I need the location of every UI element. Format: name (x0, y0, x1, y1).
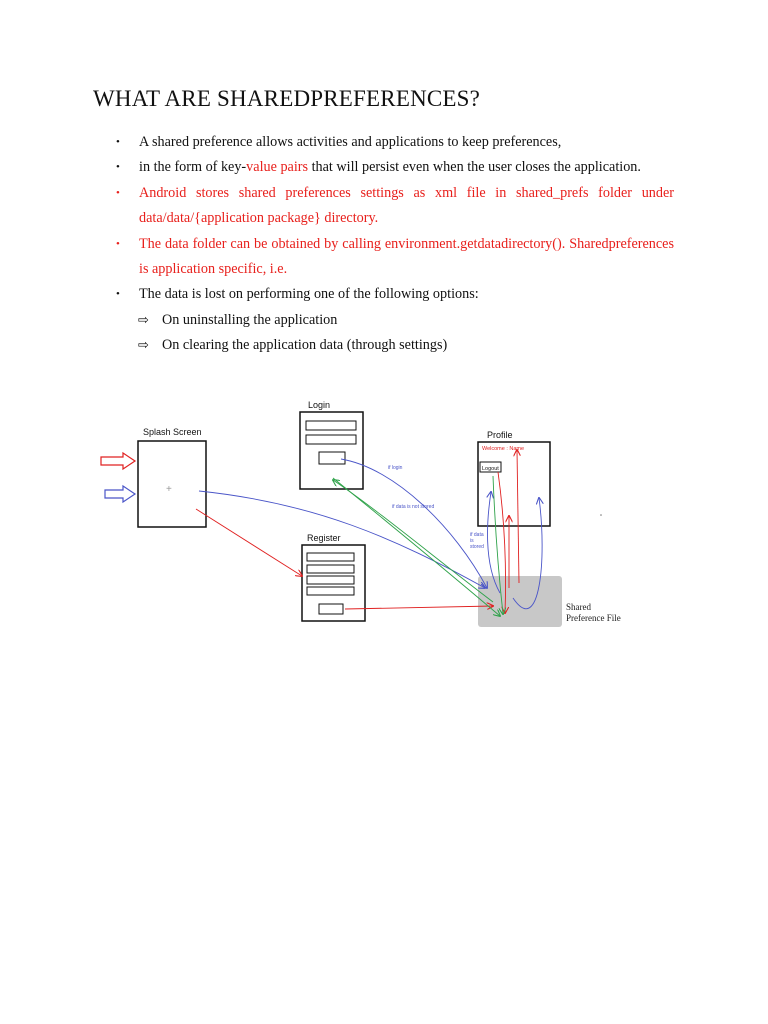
shared-preferences-diagram (95, 388, 645, 663)
register-field (307, 587, 354, 595)
bullet-marker: • (116, 186, 120, 199)
bullet-text: The data is lost on performing one of the following options: (139, 286, 479, 303)
bullet-marker: • (116, 161, 120, 174)
register-field (307, 576, 354, 584)
bullet-item-1 (116, 130, 674, 155)
red-arrow-splash-to-register (196, 509, 302, 576)
login-button (319, 452, 345, 464)
sub-item-2 (138, 333, 662, 358)
arrow-icon: ⇨ (138, 338, 149, 354)
shared-preference-label: Shared (566, 602, 591, 612)
bullet-list (0, 130, 768, 359)
if-stored-label: is (470, 538, 474, 544)
shared-preference-file-box (478, 576, 562, 627)
bullet-marker: • (116, 136, 120, 148)
bullet-marker: • (116, 237, 120, 250)
if-stored-label: stored (470, 544, 484, 550)
register-button (319, 604, 343, 614)
bullet-text-part: that will persist even when the user closes the application. (308, 159, 641, 176)
logout-label: Logout (482, 466, 499, 472)
bullet-item-5 (116, 282, 674, 307)
blue-entry-arrow (105, 486, 135, 502)
arrow-icon: ⇨ (138, 312, 149, 328)
bullet-text: Android stores shared preferences settings as xml file in shared_prefs folder under data/data/{application package} directory. (139, 184, 674, 227)
if-login-label: if login (388, 465, 403, 471)
bullet-item-2 (116, 155, 674, 180)
if-not-stored-label: if data is not stored (392, 504, 435, 510)
login-field (306, 435, 356, 444)
splash-screen-label: Splash Screen (143, 427, 202, 437)
login-label: Login (308, 400, 331, 410)
register-field (307, 565, 354, 573)
sub-item-1 (138, 308, 662, 333)
shared-preference-label: Preference File (566, 613, 621, 623)
sub-item-text: On uninstalling the application (162, 311, 338, 328)
sub-item-text: On clearing the application data (through settings) (162, 337, 448, 354)
plus-mark: + (166, 484, 172, 495)
splash-screen-box (138, 441, 206, 527)
red-entry-arrow (101, 453, 135, 469)
bullet-item-3 (116, 181, 674, 232)
register-label: Register (307, 533, 341, 543)
bullet-text: A shared preference allows activities and applications to keep preferences, (139, 134, 562, 150)
bullet-marker: • (116, 288, 120, 301)
if-stored-label: if data (470, 532, 484, 538)
bullet-text-part: in the form of key- (139, 159, 247, 176)
bullet-text: The data folder can be obtained by calling environment.getdatadirectory(). Sharedpreferences is application specific, i.e. (139, 235, 674, 278)
profile-label: Profile (487, 430, 513, 440)
register-field (307, 553, 354, 561)
stray-dot (600, 514, 602, 516)
page-title: WHAT ARE SHAREDPREFERENCES? (93, 86, 481, 111)
login-field (306, 421, 356, 430)
red-arrow-register-to-storage (345, 606, 493, 609)
bullet-item-4 (116, 232, 674, 283)
highlighted-text: value pairs (246, 159, 309, 176)
welcome-text: Welcome : Name (482, 446, 525, 452)
